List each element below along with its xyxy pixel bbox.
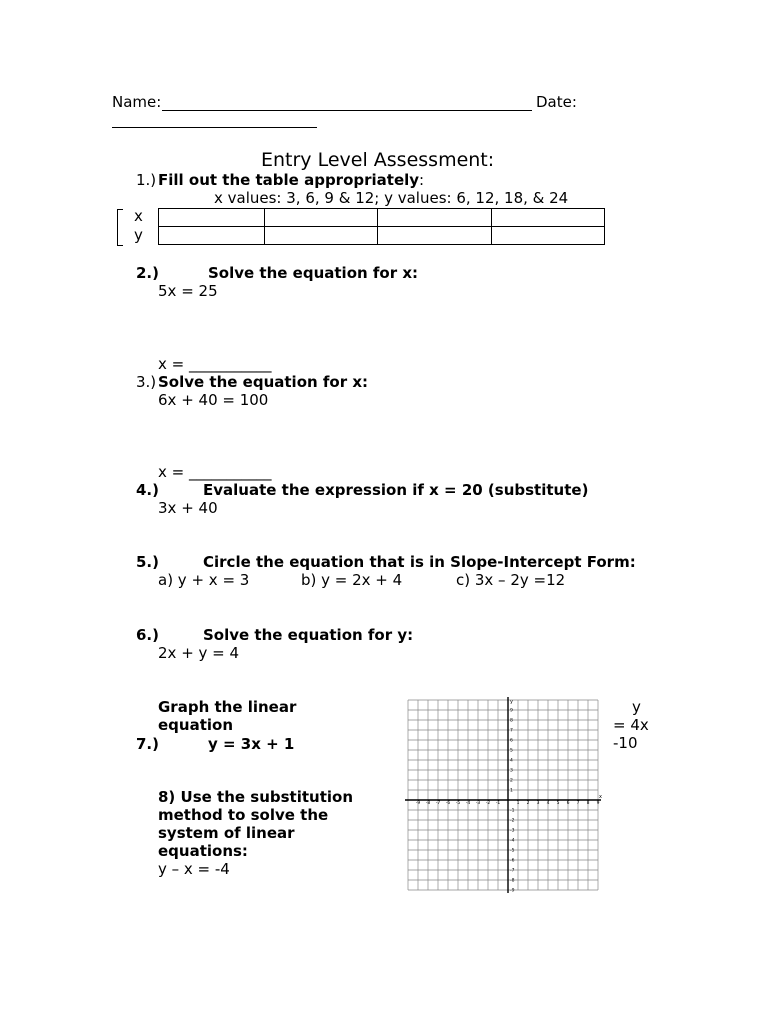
row-label-y: y [134, 226, 143, 244]
table-cell[interactable] [159, 227, 265, 245]
q8-eq2-line1: y [632, 698, 641, 716]
q4-expression: 3x + 40 [158, 499, 218, 517]
q7-equation: y = 3x + 1 [208, 735, 295, 753]
x-tick-label: -3 [475, 801, 481, 806]
x-tick-label: 7 [576, 801, 580, 806]
date-line[interactable] [112, 127, 317, 128]
table-bracket [117, 209, 123, 246]
q1-prompt-text: Fill out the table appropriately [158, 171, 420, 189]
table-cell[interactable] [492, 227, 605, 245]
y-tick-label: 1 [510, 788, 513, 794]
q2-number: 2.) [136, 264, 159, 282]
q6-equation: 2x + y = 4 [158, 644, 240, 662]
q8-eq2-line2: = 4x [613, 716, 649, 734]
y-tick-label: 7 [510, 728, 513, 734]
q6-prompt: Solve the equation for y: [203, 626, 414, 644]
q6-number: 6.) [136, 626, 159, 644]
date-label: Date: [536, 93, 577, 111]
q1-prompt [158, 171, 424, 189]
q3-number: 3.) [136, 373, 157, 391]
q8-line4: equations: [158, 842, 248, 860]
y-tick-label: -4 [510, 838, 515, 844]
x-tick-label: 4 [546, 801, 550, 806]
x-tick-label: 1 [516, 801, 520, 806]
q3-answer[interactable]: x = ___________ [158, 463, 272, 481]
x-tick-label: 5 [556, 801, 560, 806]
y-tick-label: 2 [510, 778, 513, 784]
table-row-y [159, 227, 605, 245]
q5-option-b[interactable]: b) y = 2x + 4 [301, 571, 403, 589]
x-tick-label: 9 [596, 801, 600, 806]
y-tick-label: 6 [510, 738, 513, 744]
x-tick-label: -1 [495, 801, 501, 806]
q3-equation: 6x + 40 = 100 [158, 391, 269, 409]
y-tick-label: -3 [510, 828, 515, 834]
y-tick-label: 4 [510, 758, 513, 764]
x-tick-label: 2 [526, 801, 530, 806]
x-tick-label: 8 [586, 801, 590, 806]
q4-number: 4.) [136, 481, 159, 499]
q7-prompt-line1: Graph the linear [158, 698, 297, 716]
y-tick-label: -6 [510, 858, 515, 864]
y-axis-label: y [510, 699, 513, 705]
x-tick-label: 6 [566, 801, 570, 806]
table-cell[interactable] [159, 209, 265, 227]
q3-prompt: Solve the equation for x: [158, 373, 369, 391]
y-tick-label: -2 [510, 818, 515, 824]
y-tick-label: 3 [510, 768, 513, 774]
y-tick-label: -8 [510, 878, 515, 884]
q7-number: 7.) [136, 735, 159, 753]
q5-option-c[interactable]: c) 3x – 2y =12 [456, 571, 566, 589]
q2-equation: 5x = 25 [158, 282, 218, 300]
name-label: Name: [112, 93, 162, 111]
x-tick-label: -9 [415, 801, 421, 806]
y-tick-label: -7 [510, 868, 515, 874]
q5-prompt: Circle the equation that is in Slope-Intercept Form: [203, 553, 636, 571]
q1-values: x values: 3, 6, 9 & 12; y values: 6, 12, 18, & 24 [214, 189, 569, 207]
table-cell[interactable] [378, 227, 492, 245]
q5-option-a[interactable]: a) y + x = 3 [158, 571, 250, 589]
q7-prompt-line2: equation [158, 716, 234, 734]
q8-line2: method to solve the [158, 806, 329, 824]
row-label-x: x [134, 207, 143, 225]
name-line[interactable] [162, 110, 532, 111]
x-tick-label: 3 [536, 801, 540, 806]
table-cell[interactable] [378, 209, 492, 227]
table-row-x [159, 209, 605, 227]
q8-eq1: y – x = -4 [158, 860, 230, 878]
table-cell[interactable] [265, 227, 378, 245]
x-axis-label: x [599, 794, 602, 800]
xy-table [158, 208, 605, 245]
x-tick-label: -2 [485, 801, 491, 806]
y-tick-label: 5 [510, 748, 513, 754]
page-title: Entry Level Assessment: [261, 149, 495, 171]
y-tick-label: 9 [510, 708, 513, 714]
coordinate-grid[interactable] [405, 697, 601, 897]
q8-eq2-line3: -10 [613, 734, 638, 752]
q4-prompt: Evaluate the expression if x = 20 (substitute) [203, 481, 589, 499]
q1-number: 1.) [136, 171, 157, 189]
table-cell[interactable] [492, 209, 605, 227]
q8-line3: system of linear [158, 824, 295, 842]
q5-number: 5.) [136, 553, 159, 571]
y-tick-label: 8 [510, 718, 513, 724]
y-tick-label: -5 [510, 848, 515, 854]
y-tick-label: -1 [510, 808, 515, 814]
q8-line1: 8) Use the substitution [158, 788, 353, 806]
q2-prompt: Solve the equation for x: [208, 264, 419, 282]
x-tick-label: -8 [425, 801, 431, 806]
x-tick-label: -4 [465, 801, 471, 806]
q1-prompt-colon: : [419, 171, 425, 189]
x-tick-label: -5 [455, 801, 461, 806]
y-tick-label: -9 [510, 888, 515, 894]
x-tick-label: -7 [435, 801, 441, 806]
x-tick-label: -6 [445, 801, 451, 806]
q2-answer[interactable]: x = ___________ [158, 355, 272, 373]
table-cell[interactable] [265, 209, 378, 227]
